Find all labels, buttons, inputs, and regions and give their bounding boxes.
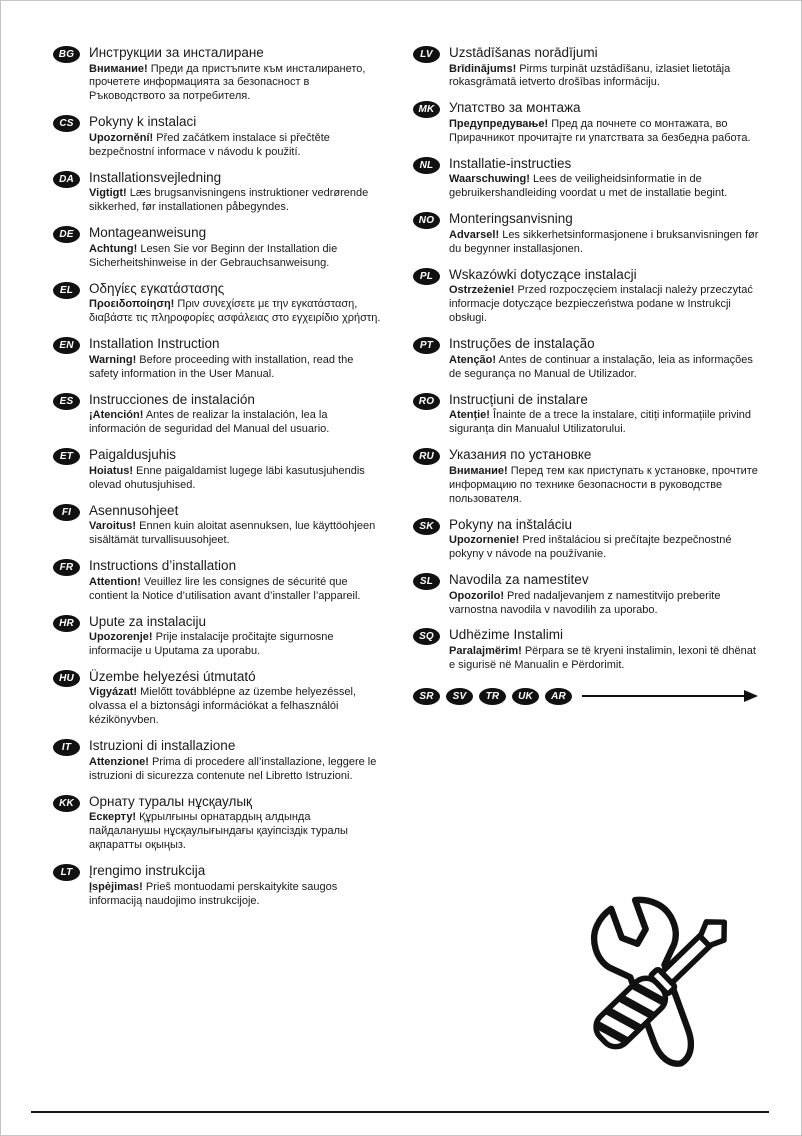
lang-badge: SL <box>413 573 440 590</box>
entry-body: Përpara se të kryeni instalimin, lexoni të dhënat e sigurisë në Manualin e Përdorimit. <box>449 644 756 671</box>
entry-text <box>89 794 385 853</box>
entry-title: Istruzioni di installazione <box>89 738 236 754</box>
warning-word: Upozornenie! <box>449 534 520 547</box>
lang-badge: EN <box>53 337 80 354</box>
lang-badge-tr: TR <box>479 688 506 705</box>
entry-body-wrap <box>449 354 759 382</box>
entry-title: Instrucciones de instalación <box>89 391 255 407</box>
entry-title: Įrengimo instrukcija <box>89 863 206 879</box>
entry-title: Οδηγίες εγκατάστασης <box>89 280 225 296</box>
warning-word: Atenção! <box>449 353 497 366</box>
entry-body: Құрылғыны орнатардың алдында пайдаланушы нұсқаулығындағы қауіпсіздік туралы ақпаратты оқыңыз. <box>89 811 348 852</box>
lang-badge: DE <box>53 226 80 243</box>
entry-text <box>89 863 385 908</box>
language-entry-lv <box>413 45 759 90</box>
language-entry-bg <box>53 45 385 104</box>
entry-body: Prima di procedere all’installazione, leggere le istruzioni di sicurezza contenute nel Libretto Istruzioni. <box>89 755 377 782</box>
language-entry-kk <box>53 794 385 853</box>
warning-word: ¡Atención! <box>89 409 144 422</box>
entry-body-wrap <box>89 576 385 604</box>
warning-word: Attention! <box>89 575 141 588</box>
language-entry-lt <box>53 863 385 908</box>
entry-body: Před začátkem instalace si přečtěte bezpečnostní informace v návodu k použití. <box>89 131 330 158</box>
entry-title: Instructions d’installation <box>89 558 237 574</box>
entry-title: Monteringsanvisning <box>449 211 573 227</box>
entry-body: Veuillez lire les consignes de sécurité que contient la Notice d’utilisation avant d’installer l’appareil. <box>89 575 361 602</box>
entry-title: Installatie-instructies <box>449 155 572 171</box>
entry-text <box>449 392 759 437</box>
warning-word: Upozornění! <box>89 131 154 144</box>
entry-title: Asennusohjeet <box>89 502 179 518</box>
lang-badge: DA <box>53 171 80 188</box>
entry-text <box>89 669 385 728</box>
entry-body-wrap <box>89 187 385 215</box>
language-entry-no <box>413 211 759 256</box>
entry-text <box>449 100 759 145</box>
arrow-right-icon <box>582 695 745 697</box>
entry-body-wrap <box>449 645 759 673</box>
lang-badge: PL <box>413 268 440 285</box>
warning-word: Įspėjimas! <box>89 880 143 893</box>
lang-badge: IT <box>53 739 80 756</box>
entry-body: Перед тем как приступать к установке, прочтите информацию по технике безопасности в руководстве пользователя. <box>449 464 758 505</box>
lang-badge-uk: UK <box>512 688 539 705</box>
language-entry-pt <box>413 336 759 381</box>
warning-word: Vigyázat! <box>89 686 138 699</box>
warning-word: Ескерту! <box>89 811 137 824</box>
entry-title: Указания по установке <box>449 447 592 463</box>
warning-word: Внимание! <box>89 62 148 75</box>
entry-text <box>449 336 759 381</box>
entry-body-wrap <box>89 686 385 728</box>
entry-body: Mielőtt továbblépne az üzembe helyezéssel, olvassa el a biztonsági információkat a felhasználói kézikönyvben. <box>89 686 356 727</box>
lang-badge: PT <box>413 337 440 354</box>
lang-badge: RO <box>413 393 440 410</box>
warning-word: Attenzione! <box>89 755 149 768</box>
entry-body: Przed rozpoczęciem instalacji należy przeczytać informacje dotyczące bezpieczeństwa podane w Instrukcji obsługi. <box>449 284 753 325</box>
warning-word: Advarsel! <box>449 228 500 241</box>
entry-text <box>89 558 385 603</box>
language-entry-hr <box>53 614 385 659</box>
language-entry-fr <box>53 558 385 603</box>
entry-body: Antes de realizar la instalación, lea la información de seguridad del Manual del usuario. <box>89 409 330 436</box>
language-entry-ro <box>413 392 759 437</box>
entry-title: Üzembe helyezési útmutató <box>89 668 256 684</box>
entry-title: Navodila za namestitev <box>449 572 589 588</box>
entry-text <box>89 503 385 548</box>
entry-text <box>449 627 759 672</box>
entry-title: Instrucțiuni de instalare <box>449 391 588 407</box>
language-entry-cs <box>53 114 385 159</box>
entry-title: Pokyny na inštaláciu <box>449 516 573 532</box>
entry-body-wrap <box>89 132 385 160</box>
language-entry-ru <box>413 447 759 506</box>
entry-body-wrap <box>89 63 385 105</box>
entry-title: Instruções de instalação <box>449 336 595 352</box>
entry-text <box>449 211 759 256</box>
entry-body: Pred nadaljevanjem z namestitvijo preberite varnostna navodila v navodilih za uporabo. <box>449 589 721 616</box>
entry-body: Lesen Sie vor Beginn der Installation die Sicherheitshinweise in der Gebrauchsanweisung. <box>89 242 338 269</box>
entry-body: Pirms turpināt uzstādīšanu, izlasiet lietotāja rokasgrāmatā ietverto drošības informāciju. <box>449 62 731 89</box>
entry-title: Installationsvejledning <box>89 169 222 185</box>
lang-badge: HR <box>53 615 80 632</box>
lang-badge: LV <box>413 46 440 63</box>
lang-badge-ar: AR <box>545 688 572 705</box>
lang-badge: SQ <box>413 628 440 645</box>
entry-body: Ennen kuin aloitat asennuksen, lue käyttöohjeen sisältämät turvallisuusohjeet. <box>89 520 376 547</box>
footer-rule <box>31 1111 769 1113</box>
entry-body-wrap <box>449 465 759 507</box>
entries-right <box>413 45 759 673</box>
lang-badge: FI <box>53 504 80 521</box>
entry-body-wrap <box>449 284 759 326</box>
entry-title: Wskazówki dotyczące instalacji <box>449 266 637 282</box>
entry-body-wrap <box>449 173 759 201</box>
language-entry-sl <box>413 572 759 617</box>
warning-word: Brīdinājums! <box>449 62 517 75</box>
entry-title: Montageanweisung <box>89 225 207 241</box>
entry-text <box>89 447 385 492</box>
language-entry-da <box>53 170 385 215</box>
entry-body-wrap <box>89 631 385 659</box>
entry-title: Udhëzime Instalimi <box>449 627 564 643</box>
lang-badge: LT <box>53 864 80 881</box>
entry-body: Antes de continuar a instalação, leia as informações de segurança no Manual de Utilizador. <box>449 353 753 380</box>
lang-badge-sv: SV <box>446 688 473 705</box>
language-entry-it <box>53 738 385 783</box>
entry-text <box>89 170 385 215</box>
lang-badge: BG <box>53 46 80 63</box>
more-languages-badges <box>413 687 572 705</box>
warning-word: Предупредување! <box>449 117 549 130</box>
entry-text <box>89 336 385 381</box>
entry-body-wrap <box>449 590 759 618</box>
language-entry-pl <box>413 267 759 326</box>
entry-body-wrap <box>89 811 385 853</box>
entry-body-wrap <box>89 409 385 437</box>
lang-badge-sr: SR <box>413 688 440 705</box>
entry-text <box>89 281 385 326</box>
warning-word: Hoiatus! <box>89 464 133 477</box>
warning-word: Waarschuwing! <box>449 173 530 186</box>
entry-body: Пред да почнете со монтажата, во Прирачникот прочитајте ги упатствата за безбедна работа. <box>449 117 751 144</box>
entry-text <box>449 447 759 506</box>
language-entry-nl <box>413 156 759 201</box>
language-entry-fi <box>53 503 385 548</box>
entry-body-wrap <box>89 465 385 493</box>
entry-title: Uzstādīšanas norādījumi <box>449 45 598 60</box>
entry-body-wrap <box>449 118 759 146</box>
lang-badge: RU <box>413 448 440 465</box>
entry-body-wrap <box>449 534 759 562</box>
language-entry-mk <box>413 100 759 145</box>
entry-body: Преди да пристъпите към инсталирането, прочетете информацията за безопасност в Ръководството за потребителя. <box>89 62 366 103</box>
entry-text <box>89 738 385 783</box>
warning-word: Atenție! <box>449 409 490 422</box>
entry-body: Enne paigaldamist lugege läbi kasutusjuhendis olevad ohutusjuhised. <box>89 464 365 491</box>
warning-word: Achtung! <box>89 242 138 255</box>
language-entry-sq <box>413 627 759 672</box>
warning-word: Vigtigt! <box>89 187 127 200</box>
warning-word: Внимание! <box>449 464 508 477</box>
entry-text <box>89 392 385 437</box>
entry-body-wrap <box>89 298 385 326</box>
entry-body: Læs brugsanvisningens instruktioner vedrørende sikkerhed, før installationen påbegyndes. <box>89 187 369 214</box>
language-entry-en <box>53 336 385 381</box>
entry-text <box>449 267 759 326</box>
language-entry-el <box>53 281 385 326</box>
entry-text <box>449 572 759 617</box>
entry-title: Орнату туралы нұсқаулық <box>89 793 252 809</box>
entry-text <box>449 45 759 90</box>
lang-badge: NL <box>413 157 440 174</box>
warning-word: Upozorenje! <box>89 631 153 644</box>
language-entry-es <box>53 392 385 437</box>
entry-body: Pred inštaláciou si prečítajte bezpečnostné pokyny v návode na používanie. <box>449 534 732 561</box>
warning-word: Varoitus! <box>89 520 137 533</box>
warning-word: Opozorilo! <box>449 589 504 602</box>
column-left <box>53 45 385 919</box>
column-right <box>413 45 759 705</box>
entry-title: Pokyny k instalaci <box>89 114 197 130</box>
language-entry-et <box>53 447 385 492</box>
language-entry-hu <box>53 669 385 728</box>
entry-body-wrap <box>89 243 385 271</box>
lang-badge: ES <box>53 393 80 410</box>
warning-word: Ostrzeżenie! <box>449 284 515 297</box>
entries-left <box>53 45 385 909</box>
entry-body-wrap <box>89 756 385 784</box>
entry-body: Prieš montuodami perskaitykite saugos informaciją naudojimo instrukcijoje. <box>89 880 338 907</box>
entry-body: Înainte de a trece la instalare, citiți informațiile privind siguranța din Manualul Utilizatorului. <box>449 409 752 436</box>
lang-badge: NO <box>413 212 440 229</box>
warning-word: Paralajmërim! <box>449 644 522 657</box>
entry-body: Prije instalacije pročitajte sigurnosne informacije u Uputama za uporabu. <box>89 631 334 657</box>
lang-badge: ET <box>53 448 80 465</box>
entry-text <box>449 156 759 201</box>
wrench-screwdriver-icon <box>553 885 753 1097</box>
more-languages-row <box>413 687 759 705</box>
entry-title: Инструкции за инсталиране <box>89 45 264 60</box>
entry-body-wrap <box>89 881 385 909</box>
lang-badge: SK <box>413 518 440 535</box>
lang-badge: HU <box>53 670 80 687</box>
entry-body: Lees de veiligheidsinformatie in de gebruikershandleiding voordat u met de installatie begint. <box>449 173 728 200</box>
entry-body: Before proceeding with installation, read the safety information in the User Manual. <box>89 353 354 380</box>
language-entry-sk <box>413 517 759 562</box>
entry-text <box>89 614 385 659</box>
entry-text <box>449 517 759 562</box>
warning-word: Προειδοποίηση! <box>89 298 175 311</box>
entry-title: Упатство за монтажа <box>449 100 581 116</box>
entry-body: Πριν συνεχίσετε με την εγκατάσταση, διαβάστε τις πληροφορίες ασφάλειας στο εγχειρίδιο χρήστη. <box>89 298 381 325</box>
entry-title: Installation Instruction <box>89 336 220 352</box>
entry-text <box>89 114 385 159</box>
lang-badge: MK <box>413 101 440 118</box>
language-entry-de <box>53 225 385 270</box>
entry-body-wrap <box>449 409 759 437</box>
entry-body: Les sikkerhetsinformasjonene i bruksanvisningen før du begynner installasjonen. <box>449 228 759 255</box>
lang-badge: KK <box>53 795 80 812</box>
entry-title: Upute za instalaciju <box>89 613 207 629</box>
lang-badge: EL <box>53 282 80 299</box>
entry-title: Paigaldusjuhis <box>89 447 177 463</box>
entry-body-wrap <box>449 229 759 257</box>
lang-badge: FR <box>53 559 80 576</box>
warning-word: Warning! <box>89 353 137 366</box>
entry-body-wrap <box>89 354 385 382</box>
entry-body-wrap <box>89 520 385 548</box>
entry-body-wrap <box>449 63 759 91</box>
lang-badge: CS <box>53 115 80 132</box>
entry-text <box>89 45 385 104</box>
entry-text <box>89 225 385 270</box>
